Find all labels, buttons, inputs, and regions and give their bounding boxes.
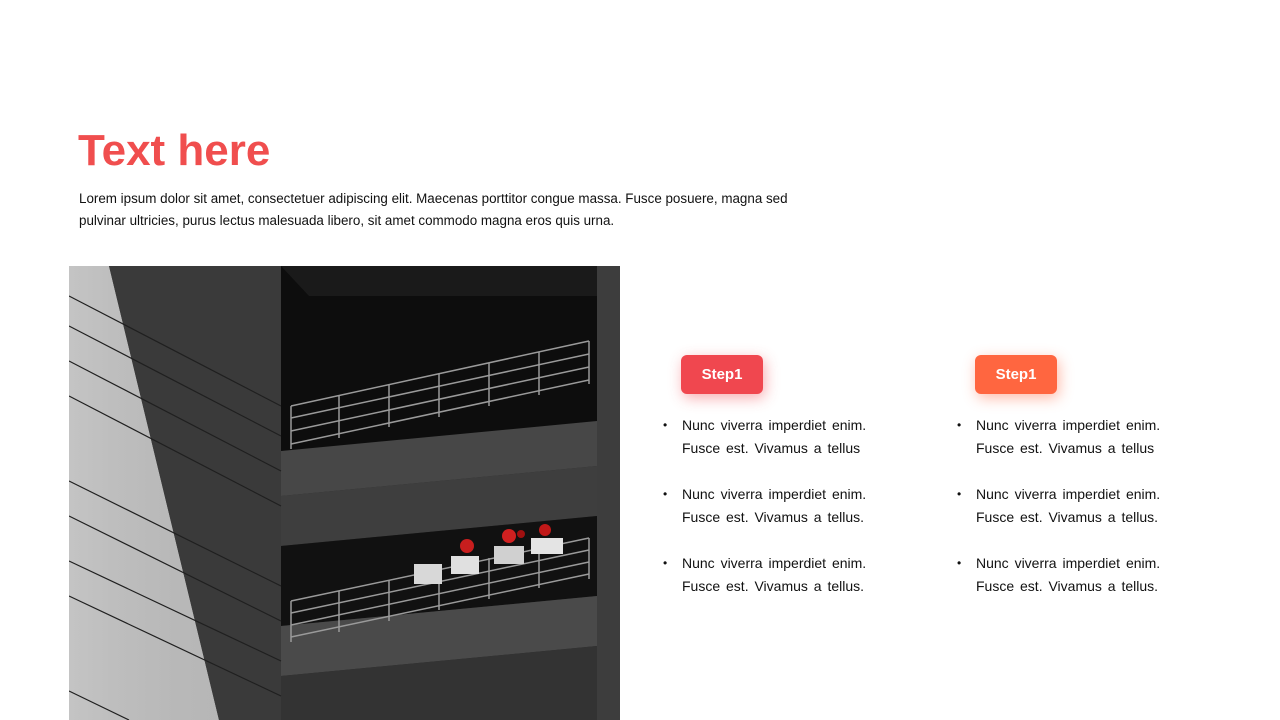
- list-item: [662, 483, 902, 529]
- list-item-text: Nunc viverra imperdiet enim. Fusce est. Vivamus a tellus.: [976, 486, 1161, 525]
- intro-paragraph: Lorem ipsum dolor sit amet, consectetuer adipiscing elit. Maecenas porttitor congue massa. Fusce posuere, magna sed pulvinar ultricies, purus lectus malesuada libero, sit amet commodo magna eros quis urna.: [79, 191, 788, 228]
- list-item: [662, 414, 902, 460]
- bullet-icon: •: [957, 556, 962, 570]
- building-photo: [69, 266, 620, 720]
- bullet-icon: •: [663, 487, 668, 501]
- step-list-2: [956, 414, 1196, 621]
- list-item-text: Nunc viverra imperdiet enim. Fusce est. Vivamus a tellus: [682, 417, 867, 456]
- list-item-text: Nunc viverra imperdiet enim. Fusce est. Vivamus a tellus.: [682, 555, 867, 594]
- list-item: [956, 414, 1196, 460]
- list-item-text: Nunc viverra imperdiet enim. Fusce est. Vivamus a tellus: [976, 417, 1161, 456]
- step-list-1: [662, 414, 902, 621]
- bullet-icon: •: [957, 487, 962, 501]
- list-item: [956, 552, 1196, 598]
- bullet-icon: •: [957, 418, 962, 432]
- step-badge-2: Step1: [975, 355, 1057, 394]
- list-item: [956, 483, 1196, 529]
- slide-title: Text here: [78, 126, 271, 175]
- bullet-icon: •: [663, 556, 668, 570]
- list-item-text: Nunc viverra imperdiet enim. Fusce est. Vivamus a tellus.: [682, 486, 867, 525]
- list-item-text: Nunc viverra imperdiet enim. Fusce est. Vivamus a tellus.: [976, 555, 1161, 594]
- bullet-icon: •: [663, 418, 668, 432]
- list-item: [662, 552, 902, 598]
- step-badge-1: Step1: [681, 355, 763, 394]
